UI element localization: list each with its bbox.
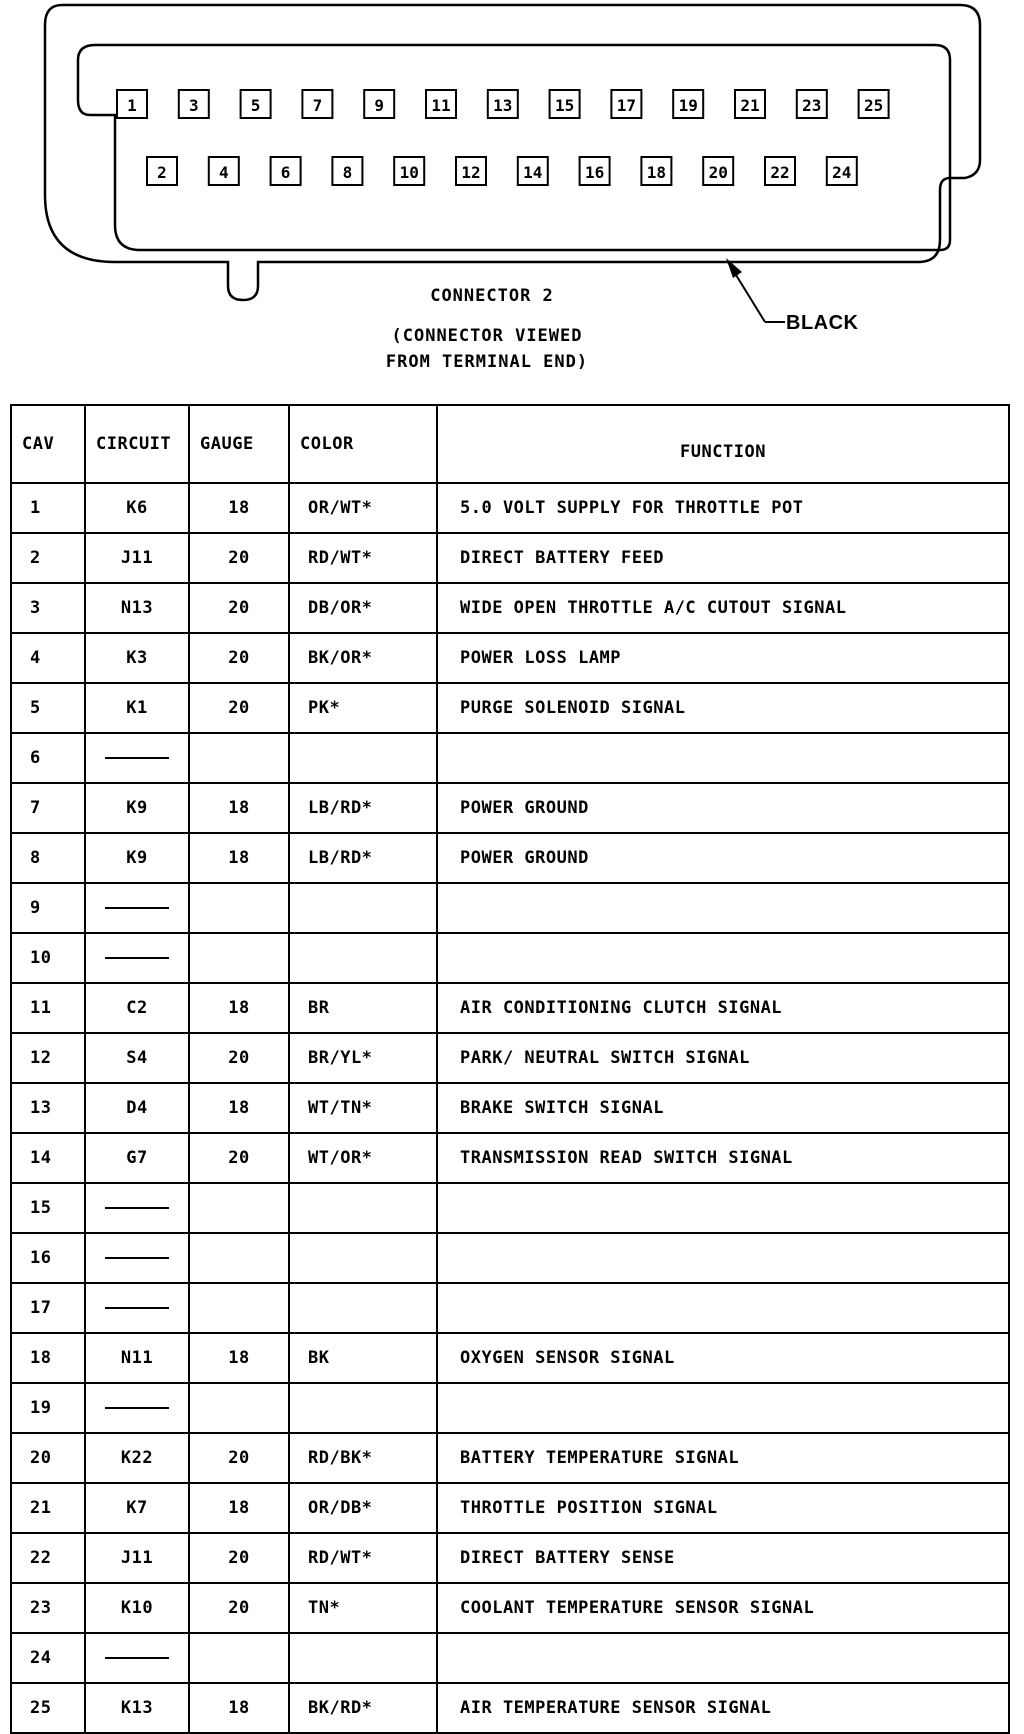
cell-color: PK* (289, 683, 437, 733)
pin-label: 18 (646, 163, 667, 182)
pin-label: 23 (802, 96, 822, 115)
cell-gauge (189, 1183, 289, 1233)
cell-cav: 11 (11, 983, 85, 1033)
cell-gauge: 20 (189, 683, 289, 733)
cell-color: OR/WT* (289, 483, 437, 533)
cell-cav: 21 (11, 1483, 85, 1533)
cell-function: TRANSMISSION READ SWITCH SIGNAL (437, 1133, 1009, 1183)
table-row (11, 1633, 1009, 1683)
cell-circuit: K9 (85, 833, 189, 883)
cell-function: POWER LOSS LAMP (437, 633, 1009, 683)
connector-inner-outline (78, 45, 950, 250)
pin-label: 21 (740, 96, 760, 115)
cell-cav: 20 (11, 1433, 85, 1483)
cell-function: PARK/ NEUTRAL SWITCH SIGNAL (437, 1033, 1009, 1083)
cell-cav: 2 (11, 533, 85, 583)
cell-gauge (189, 883, 289, 933)
cell-function (437, 1183, 1009, 1233)
cell-cav: 10 (11, 933, 85, 983)
cell-circuit: S4 (85, 1033, 189, 1083)
pin-label: 16 (584, 163, 605, 182)
cell-cav: 12 (11, 1033, 85, 1083)
cell-color: DB/OR* (289, 583, 437, 633)
pin-label: 17 (616, 96, 637, 115)
cell-function (437, 1633, 1009, 1683)
pin-label: 4 (218, 163, 229, 182)
table-row (11, 583, 1009, 633)
cell-cav: 1 (11, 483, 85, 533)
cell-cav: 9 (11, 883, 85, 933)
table-row (11, 733, 1009, 783)
cell-circuit-unused (85, 1633, 189, 1683)
cell-function (437, 733, 1009, 783)
header-color: COLOR (289, 405, 437, 483)
cell-gauge (189, 933, 289, 983)
cell-function: AIR CONDITIONING CLUTCH SIGNAL (437, 983, 1009, 1033)
cell-circuit: K6 (85, 483, 189, 533)
cell-gauge: 18 (189, 833, 289, 883)
cell-function: DIRECT BATTERY SENSE (437, 1533, 1009, 1583)
cell-gauge: 18 (189, 483, 289, 533)
cell-circuit: K13 (85, 1683, 189, 1733)
cell-color (289, 1233, 437, 1283)
pin-label: 1 (127, 96, 137, 115)
cell-gauge: 18 (189, 1333, 289, 1383)
cell-circuit: C2 (85, 983, 189, 1033)
table-row (11, 1233, 1009, 1283)
pin-label: 20 (708, 163, 728, 182)
cell-color: TN* (289, 1583, 437, 1633)
cell-color: WT/TN* (289, 1083, 437, 1133)
cell-function: POWER GROUND (437, 783, 1009, 833)
pin-label: 8 (342, 163, 353, 182)
cell-color: RD/WT* (289, 1533, 437, 1583)
connector-outer-outline (45, 5, 980, 300)
cell-circuit: K9 (85, 783, 189, 833)
cell-color: LB/RD* (289, 783, 437, 833)
table-row (11, 1033, 1009, 1083)
pin-label: 22 (770, 163, 790, 182)
cell-circuit: K1 (85, 683, 189, 733)
table-row (11, 533, 1009, 583)
table-row (11, 1133, 1009, 1183)
cell-function: WIDE OPEN THROTTLE A/C CUTOUT SIGNAL (437, 583, 1009, 633)
cell-function: BATTERY TEMPERATURE SIGNAL (437, 1433, 1009, 1483)
cell-cav: 13 (11, 1083, 85, 1133)
pinout-table (10, 404, 1010, 1734)
cell-cav: 22 (11, 1533, 85, 1583)
cell-function (437, 1233, 1009, 1283)
cell-gauge (189, 1233, 289, 1283)
cell-function (437, 1283, 1009, 1333)
cell-gauge: 18 (189, 1683, 289, 1733)
cell-color: BR (289, 983, 437, 1033)
pin-label: 3 (188, 96, 199, 115)
cell-circuit-unused (85, 1283, 189, 1333)
table-row (11, 1433, 1009, 1483)
cell-circuit: K7 (85, 1483, 189, 1533)
unused-circuit-dash (105, 1257, 169, 1259)
table-row (11, 833, 1009, 883)
cell-color (289, 1283, 437, 1333)
cell-gauge: 20 (189, 1033, 289, 1083)
cell-cav: 5 (11, 683, 85, 733)
table-row (11, 1333, 1009, 1383)
cell-circuit: D4 (85, 1083, 189, 1133)
cell-circuit: J11 (85, 533, 189, 583)
cell-color (289, 883, 437, 933)
cell-gauge: 20 (189, 1583, 289, 1633)
header-function: FUNCTION (437, 405, 1009, 483)
cell-function: 5.0 VOLT SUPPLY FOR THROTTLE POT (437, 483, 1009, 533)
unused-circuit-dash (105, 957, 169, 959)
cell-gauge (189, 1633, 289, 1683)
pin-label: 11 (431, 96, 451, 115)
cell-gauge: 20 (189, 633, 289, 683)
pin-label: 5 (250, 96, 261, 115)
cell-circuit-unused (85, 733, 189, 783)
cell-function: BRAKE SWITCH SIGNAL (437, 1083, 1009, 1133)
cell-cav: 24 (11, 1633, 85, 1683)
cell-cav: 25 (11, 1683, 85, 1733)
cell-gauge: 20 (189, 1533, 289, 1583)
table-row (11, 1533, 1009, 1583)
cell-circuit: K22 (85, 1433, 189, 1483)
cell-color (289, 1383, 437, 1433)
cell-function: AIR TEMPERATURE SENSOR SIGNAL (437, 1683, 1009, 1733)
cell-color: BR/YL* (289, 1033, 437, 1083)
cell-color: WT/OR* (289, 1133, 437, 1183)
cell-color (289, 1183, 437, 1233)
table-row (11, 683, 1009, 733)
table-row (11, 933, 1009, 983)
cell-gauge: 18 (189, 1483, 289, 1533)
unused-circuit-dash (105, 1207, 169, 1209)
header-cav: CAV (11, 405, 85, 483)
header-gauge: GAUGE (189, 405, 289, 483)
cell-cav: 3 (11, 583, 85, 633)
unused-circuit-dash (105, 1657, 169, 1659)
table-row (11, 633, 1009, 683)
cell-cav: 14 (11, 1133, 85, 1183)
cell-function: OXYGEN SENSOR SIGNAL (437, 1333, 1009, 1383)
cell-color: BK (289, 1333, 437, 1383)
cell-circuit-unused (85, 883, 189, 933)
cell-gauge: 20 (189, 533, 289, 583)
cell-function: COOLANT TEMPERATURE SENSOR SIGNAL (437, 1583, 1009, 1633)
unused-circuit-dash (105, 757, 169, 759)
pin-label: 10 (399, 163, 419, 182)
pin-label: 12 (461, 163, 481, 182)
cell-function (437, 933, 1009, 983)
cell-circuit: K3 (85, 633, 189, 683)
table-row (11, 1283, 1009, 1333)
cell-circuit: J11 (85, 1533, 189, 1583)
cell-circuit-unused (85, 1383, 189, 1433)
cell-function (437, 883, 1009, 933)
cell-cav: 6 (11, 733, 85, 783)
cell-function: THROTTLE POSITION SIGNAL (437, 1483, 1009, 1533)
pin-label: 15 (554, 96, 575, 115)
cell-cav: 8 (11, 833, 85, 883)
cell-gauge: 20 (189, 1133, 289, 1183)
table-row (11, 1583, 1009, 1633)
cell-cav: 23 (11, 1583, 85, 1633)
cell-function (437, 1383, 1009, 1433)
cell-cav: 16 (11, 1233, 85, 1283)
cell-circuit-unused (85, 1233, 189, 1283)
table-row (11, 783, 1009, 833)
table-row (11, 883, 1009, 933)
cell-function: PURGE SOLENOID SIGNAL (437, 683, 1009, 733)
header-circuit: CIRCUIT (85, 405, 189, 483)
pin-label: 19 (678, 96, 698, 115)
table-row (11, 1083, 1009, 1133)
table-row (11, 483, 1009, 533)
cell-color: BK/OR* (289, 633, 437, 683)
cell-color (289, 933, 437, 983)
connector-view-note-line1: (CONNECTOR VIEWED (391, 326, 583, 346)
cell-cav: 19 (11, 1383, 85, 1433)
cell-cav: 17 (11, 1283, 85, 1333)
table-row (11, 983, 1009, 1033)
cell-function: DIRECT BATTERY FEED (437, 533, 1009, 583)
cell-function: POWER GROUND (437, 833, 1009, 883)
cell-color: RD/BK* (289, 1433, 437, 1483)
unused-circuit-dash (105, 1407, 169, 1409)
pin-label: 7 (312, 96, 323, 115)
cell-gauge (189, 1283, 289, 1333)
pin-label: 25 (863, 96, 884, 115)
cell-circuit-unused (85, 933, 189, 983)
cell-circuit: N11 (85, 1333, 189, 1383)
cell-circuit: N13 (85, 583, 189, 633)
connector-color-callout: BLACK (786, 312, 859, 334)
table-row (11, 1183, 1009, 1233)
pin-label: 24 (832, 163, 852, 182)
table-row (11, 1383, 1009, 1433)
cell-color (289, 1633, 437, 1683)
cell-circuit: K10 (85, 1583, 189, 1633)
connector-view-note-line2: FROM TERMINAL END) (385, 352, 589, 372)
cell-gauge: 20 (189, 583, 289, 633)
cell-color: OR/DB* (289, 1483, 437, 1533)
cell-gauge: 18 (189, 783, 289, 833)
cell-cav: 7 (11, 783, 85, 833)
cell-color: LB/RD* (289, 833, 437, 883)
pin-label: 9 (374, 96, 385, 115)
cell-gauge: 18 (189, 983, 289, 1033)
table-header-row (11, 405, 1009, 483)
cell-cav: 4 (11, 633, 85, 683)
cell-color: RD/WT* (289, 533, 437, 583)
table-row (11, 1483, 1009, 1533)
cell-circuit-unused (85, 1183, 189, 1233)
cell-color: BK/RD* (289, 1683, 437, 1733)
cell-gauge: 18 (189, 1083, 289, 1133)
unused-circuit-dash (105, 1307, 169, 1309)
cell-gauge (189, 733, 289, 783)
cell-cav: 15 (11, 1183, 85, 1233)
pin-label: 14 (523, 163, 543, 182)
cell-circuit: G7 (85, 1133, 189, 1183)
pin-label: 2 (157, 163, 167, 182)
cell-gauge (189, 1383, 289, 1433)
pin-label: 6 (280, 163, 291, 182)
pin-label: 13 (493, 96, 513, 115)
unused-circuit-dash (105, 907, 169, 909)
cell-color (289, 733, 437, 783)
cell-cav: 18 (11, 1333, 85, 1383)
cell-gauge: 20 (189, 1433, 289, 1483)
connector-title: CONNECTOR 2 (430, 286, 554, 306)
